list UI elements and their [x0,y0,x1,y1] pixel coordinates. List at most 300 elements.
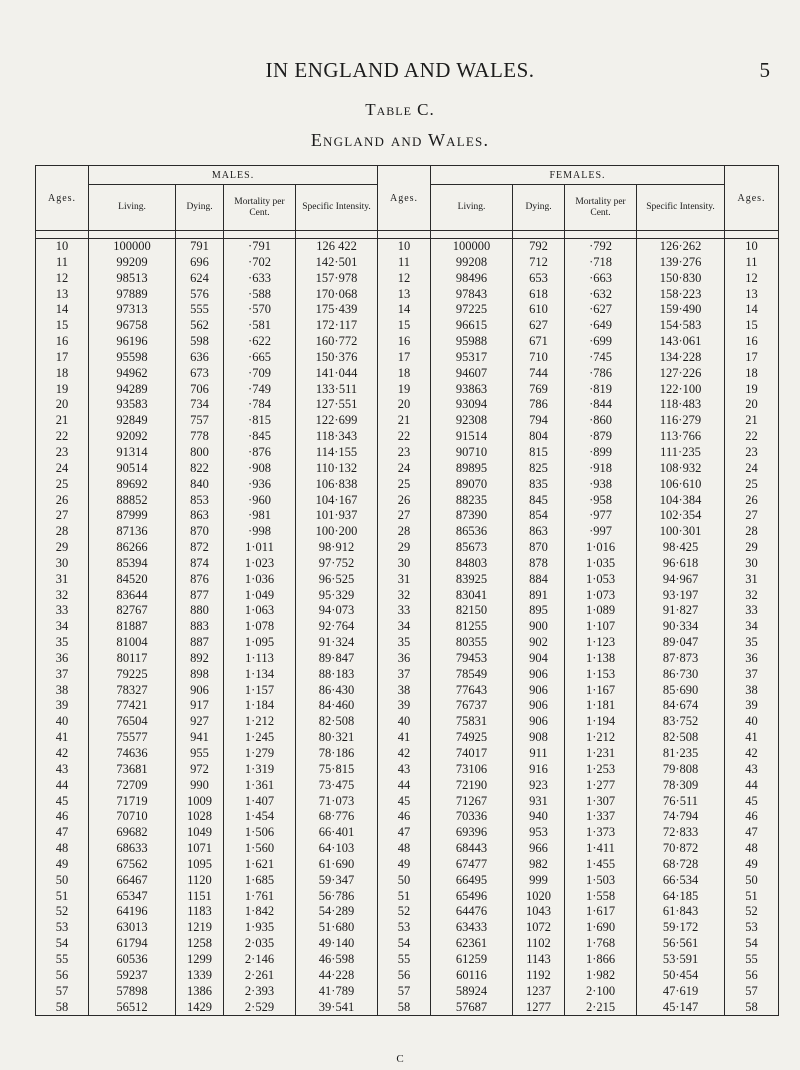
cell-f-mortality: 1·016 [565,540,637,556]
ages-header-males: Ages. [36,166,89,231]
cell-age-mid: 16 [378,334,431,350]
cell-m-mortality: ·665 [224,350,296,366]
cell-age-f: 29 [725,540,779,556]
cell-m-dying: 1339 [176,968,224,984]
cell-f-mortality: 1·107 [565,619,637,635]
cell-age-m: 47 [36,825,89,841]
cell-f-dying: 895 [513,603,565,619]
cell-f-dying: 878 [513,556,565,572]
cell-age-mid: 22 [378,429,431,445]
cell-m-specific: 49·140 [296,936,378,952]
cell-age-m: 22 [36,429,89,445]
cell-f-mortality: 1·982 [565,968,637,984]
cell-m-specific: 75·815 [296,762,378,778]
cell-age-mid: 41 [378,730,431,746]
cell-m-mortality: ·845 [224,429,296,445]
table-row [36,794,779,810]
cell-m-mortality: ·815 [224,413,296,429]
cell-f-dying: 786 [513,397,565,413]
table-row [36,445,779,461]
cell-age-mid: 10 [378,239,431,255]
cell-m-living: 92092 [89,429,176,445]
table-body [36,239,779,1016]
cell-m-dying: 883 [176,619,224,635]
cell-age-m: 44 [36,778,89,794]
cell-m-specific: 160·772 [296,334,378,350]
cell-f-mortality: 1·231 [565,746,637,762]
cell-f-specific: 70·872 [637,841,725,857]
cell-f-dying: 908 [513,730,565,746]
cell-f-specific: 143·061 [637,334,725,350]
cell-f-mortality: ·977 [565,508,637,524]
cell-f-specific: 72·833 [637,825,725,841]
cell-m-dying: 734 [176,397,224,413]
cell-age-f: 14 [725,302,779,318]
cell-m-living: 94289 [89,382,176,398]
cell-age-mid: 58 [378,1000,431,1016]
cell-f-living: 74925 [431,730,513,746]
cell-m-living: 60536 [89,952,176,968]
cell-f-dying: 804 [513,429,565,445]
cell-age-mid: 51 [378,889,431,905]
cell-age-f: 24 [725,461,779,477]
cell-m-specific: 127·551 [296,397,378,413]
cell-m-mortality: 1·935 [224,920,296,936]
cell-f-dying: 906 [513,698,565,714]
table-row [36,841,779,857]
table-row [36,857,779,873]
cell-m-dying: 1429 [176,1000,224,1016]
table-row [36,825,779,841]
cell-f-mortality: ·958 [565,493,637,509]
cell-m-dying: 1219 [176,920,224,936]
cell-m-dying: 906 [176,683,224,699]
cell-m-specific: 94·073 [296,603,378,619]
cell-f-dying: 891 [513,588,565,604]
cell-m-dying: 917 [176,698,224,714]
females-specific-header: Specific Intensity. [637,185,725,231]
cell-age-mid: 48 [378,841,431,857]
cell-f-mortality: 1·212 [565,730,637,746]
cell-m-mortality: ·709 [224,366,296,382]
cell-age-f: 46 [725,809,779,825]
header-spacer [637,231,725,239]
cell-age-mid: 12 [378,271,431,287]
cell-m-living: 98513 [89,271,176,287]
cell-age-mid: 39 [378,698,431,714]
cell-age-m: 41 [36,730,89,746]
cell-age-m: 28 [36,524,89,540]
cell-m-specific: 172·117 [296,318,378,334]
cell-f-specific: 47·619 [637,984,725,1000]
cell-f-mortality: ·938 [565,477,637,493]
cell-age-f: 32 [725,588,779,604]
cell-f-mortality: 1·167 [565,683,637,699]
cell-f-mortality: 1·373 [565,825,637,841]
cell-f-specific: 90·334 [637,619,725,635]
cell-age-mid: 23 [378,445,431,461]
cell-age-mid: 42 [378,746,431,762]
cell-age-m: 23 [36,445,89,461]
cell-age-m: 33 [36,603,89,619]
table-row [36,255,779,271]
cell-f-living: 66495 [431,873,513,889]
ages-header-middle: Ages. [378,166,431,231]
running-head-title: IN ENGLAND AND WALES. [265,58,535,82]
cell-age-m: 24 [36,461,89,477]
header-spacer [431,231,513,239]
cell-m-living: 56512 [89,1000,176,1016]
cell-age-m: 15 [36,318,89,334]
cell-m-specific: 56·786 [296,889,378,905]
cell-age-f: 10 [725,239,779,255]
cell-m-living: 81004 [89,635,176,651]
cell-m-specific: 78·186 [296,746,378,762]
cell-m-specific: 106·838 [296,477,378,493]
cell-age-mid: 19 [378,382,431,398]
cell-m-living: 87999 [89,508,176,524]
cell-f-specific: 93·197 [637,588,725,604]
cell-f-mortality: ·786 [565,366,637,382]
cell-f-living: 68443 [431,841,513,857]
cell-f-dying: 744 [513,366,565,382]
header-spacer [296,231,378,239]
cell-m-mortality: ·749 [224,382,296,398]
table-row [36,572,779,588]
cell-f-dying: 911 [513,746,565,762]
cell-m-specific: 46·598 [296,952,378,968]
cell-f-living: 85673 [431,540,513,556]
cell-f-mortality: 1·181 [565,698,637,714]
table-row [36,746,779,762]
cell-age-mid: 40 [378,714,431,730]
signature-mark: C [396,1053,404,1065]
cell-age-m: 25 [36,477,89,493]
table-subtitle: England and Wales. [310,130,490,150]
table-row [36,667,779,683]
cell-age-mid: 56 [378,968,431,984]
cell-f-specific: 113·766 [637,429,725,445]
cell-age-m: 46 [36,809,89,825]
cell-f-living: 83041 [431,588,513,604]
cell-m-living: 85394 [89,556,176,572]
cell-m-dying: 840 [176,477,224,493]
table-row [36,588,779,604]
cell-age-m: 56 [36,968,89,984]
cell-m-living: 80117 [89,651,176,667]
cell-m-mortality: ·702 [224,255,296,271]
cell-f-living: 69396 [431,825,513,841]
cell-m-dying: 863 [176,508,224,524]
cell-age-mid: 26 [378,493,431,509]
cell-m-living: 89692 [89,477,176,493]
cell-m-specific: 98·912 [296,540,378,556]
cell-m-mortality: 1·842 [224,904,296,920]
cell-m-dying: 800 [176,445,224,461]
cell-age-mid: 24 [378,461,431,477]
header-spacer [565,231,637,239]
cell-m-dying: 990 [176,778,224,794]
cell-m-dying: 887 [176,635,224,651]
cell-f-living: 57687 [431,1000,513,1016]
cell-f-living: 98496 [431,271,513,287]
cell-f-living: 74017 [431,746,513,762]
cell-f-living: 97225 [431,302,513,318]
cell-f-living: 84803 [431,556,513,572]
cell-age-m: 27 [36,508,89,524]
cell-age-f: 52 [725,904,779,920]
cell-age-mid: 31 [378,572,431,588]
cell-m-dying: 791 [176,239,224,255]
cell-f-mortality: 1·411 [565,841,637,857]
cell-age-mid: 46 [378,809,431,825]
cell-age-m: 36 [36,651,89,667]
cell-f-dying: 1102 [513,936,565,952]
cell-m-specific: 64·103 [296,841,378,857]
cell-age-m: 29 [36,540,89,556]
cell-age-mid: 20 [378,397,431,413]
cell-f-dying: 794 [513,413,565,429]
table-row [36,334,779,350]
cell-f-dying: 904 [513,651,565,667]
cell-f-mortality: ·879 [565,429,637,445]
cell-f-mortality: 1·866 [565,952,637,968]
cell-age-m: 50 [36,873,89,889]
cell-m-dying: 696 [176,255,224,271]
cell-m-dying: 1120 [176,873,224,889]
mortality-table [35,165,779,1016]
cell-f-mortality: 1·307 [565,794,637,810]
cell-m-dying: 877 [176,588,224,604]
cell-m-living: 71719 [89,794,176,810]
table-row [36,413,779,429]
cell-f-living: 95988 [431,334,513,350]
cell-m-living: 86266 [89,540,176,556]
header-spacer [176,231,224,239]
cell-m-dying: 892 [176,651,224,667]
cell-m-living: 87136 [89,524,176,540]
cell-f-living: 67477 [431,857,513,873]
cell-f-specific: 50·454 [637,968,725,984]
cell-f-specific: 127·226 [637,366,725,382]
table-row [36,302,779,318]
cell-m-dying: 1071 [176,841,224,857]
females-header: FEMALES. [431,166,725,185]
cell-m-mortality: ·581 [224,318,296,334]
cell-f-living: 80355 [431,635,513,651]
cell-f-dying: 999 [513,873,565,889]
cell-age-f: 40 [725,714,779,730]
cell-f-mortality: 1·123 [565,635,637,651]
header-spacer [224,231,296,239]
table-caption: Table C. [365,100,435,119]
cell-f-specific: 61·843 [637,904,725,920]
cell-age-mid: 35 [378,635,431,651]
cell-f-specific: 82·508 [637,730,725,746]
cell-m-living: 72709 [89,778,176,794]
cell-m-specific: 95·329 [296,588,378,604]
cell-f-mortality: ·860 [565,413,637,429]
males-mortality-header: Mortality per Cent. [224,185,296,231]
cell-m-mortality: ·960 [224,493,296,509]
cell-age-f: 15 [725,318,779,334]
males-dying-header: Dying. [176,185,224,231]
cell-age-f: 26 [725,493,779,509]
cell-m-living: 73681 [89,762,176,778]
cell-f-living: 90710 [431,445,513,461]
cell-f-specific: 100·301 [637,524,725,540]
cell-m-mortality: 1·095 [224,635,296,651]
cell-f-specific: 79·808 [637,762,725,778]
cell-m-dying: 870 [176,524,224,540]
cell-f-living: 100000 [431,239,513,255]
cell-f-dying: 854 [513,508,565,524]
cell-age-mid: 14 [378,302,431,318]
cell-age-mid: 57 [378,984,431,1000]
cell-m-living: 97889 [89,287,176,303]
cell-age-f: 57 [725,984,779,1000]
cell-f-living: 94607 [431,366,513,382]
cell-f-specific: 96·618 [637,556,725,572]
cell-m-specific: 91·324 [296,635,378,651]
cell-m-living: 95598 [89,350,176,366]
cell-f-mortality: ·899 [565,445,637,461]
cell-m-mortality: 1·036 [224,572,296,588]
cell-m-dying: 778 [176,429,224,445]
cell-f-dying: 916 [513,762,565,778]
cell-f-living: 88235 [431,493,513,509]
cell-age-mid: 13 [378,287,431,303]
cell-f-dying: 906 [513,667,565,683]
cell-f-dying: 870 [513,540,565,556]
table-row [36,318,779,334]
cell-f-specific: 111·235 [637,445,725,461]
table-row [36,904,779,920]
cell-f-dying: 1043 [513,904,565,920]
cell-m-mortality: 1·279 [224,746,296,762]
cell-m-dying: 1028 [176,809,224,825]
cell-m-specific: 39·541 [296,1000,378,1016]
cell-f-specific: 66·534 [637,873,725,889]
cell-f-dying: 1072 [513,920,565,936]
cell-f-living: 76737 [431,698,513,714]
cell-age-m: 11 [36,255,89,271]
cell-f-mortality: 1·073 [565,588,637,604]
cell-f-specific: 78·309 [637,778,725,794]
cell-f-mortality: 1·035 [565,556,637,572]
cell-age-m: 32 [36,588,89,604]
cell-m-mortality: 2·529 [224,1000,296,1016]
cell-m-living: 96758 [89,318,176,334]
cell-f-living: 93094 [431,397,513,413]
cell-f-dying: 815 [513,445,565,461]
cell-age-m: 13 [36,287,89,303]
header-spacer [513,231,565,239]
cell-age-mid: 38 [378,683,431,699]
cell-age-f: 20 [725,397,779,413]
cell-m-dying: 874 [176,556,224,572]
cell-m-specific: 150·376 [296,350,378,366]
cell-m-living: 77421 [89,698,176,714]
cell-m-specific: 86·430 [296,683,378,699]
cell-m-dying: 1095 [176,857,224,873]
cell-age-m: 21 [36,413,89,429]
cell-m-living: 92849 [89,413,176,429]
cell-f-dying: 712 [513,255,565,271]
cell-m-specific: 71·073 [296,794,378,810]
cell-m-living: 74636 [89,746,176,762]
header-spacer [36,231,89,239]
cell-f-dying: 1237 [513,984,565,1000]
cell-m-mortality: ·570 [224,302,296,318]
cell-f-dying: 825 [513,461,565,477]
cell-m-specific: 97·752 [296,556,378,572]
cell-m-living: 79225 [89,667,176,683]
cell-age-f: 37 [725,667,779,683]
cell-age-mid: 18 [378,366,431,382]
cell-f-dying: 953 [513,825,565,841]
table-row [36,429,779,445]
cell-f-mortality: 1·690 [565,920,637,936]
cell-age-m: 37 [36,667,89,683]
cell-m-mortality: 2·261 [224,968,296,984]
cell-age-mid: 53 [378,920,431,936]
cell-m-specific: 118·343 [296,429,378,445]
cell-age-f: 35 [725,635,779,651]
header-spacer [89,231,176,239]
cell-age-f: 25 [725,477,779,493]
cell-f-mortality: 1·089 [565,603,637,619]
cell-age-f: 44 [725,778,779,794]
table-row [36,350,779,366]
cell-m-mortality: ·784 [224,397,296,413]
page-number: 5 [759,58,770,82]
cell-m-mortality: ·981 [224,508,296,524]
cell-age-f: 28 [725,524,779,540]
cell-f-mortality: 1·153 [565,667,637,683]
cell-age-m: 10 [36,239,89,255]
cell-f-living: 86536 [431,524,513,540]
cell-age-mid: 54 [378,936,431,952]
cell-age-mid: 15 [378,318,431,334]
table-row [36,984,779,1000]
cell-m-living: 65347 [89,889,176,905]
cell-m-living: 68633 [89,841,176,857]
cell-m-dying: 636 [176,350,224,366]
cell-m-dying: 706 [176,382,224,398]
cell-f-mortality: 1·455 [565,857,637,873]
cell-m-dying: 872 [176,540,224,556]
cell-m-living: 61794 [89,936,176,952]
cell-m-specific: 96·525 [296,572,378,588]
cell-m-dying: 757 [176,413,224,429]
cell-m-living: 82767 [89,603,176,619]
cell-f-living: 78549 [431,667,513,683]
cell-m-specific: 126 422 [296,239,378,255]
cell-f-dying: 906 [513,714,565,730]
table-row [36,952,779,968]
cell-m-mortality: ·936 [224,477,296,493]
cell-age-m: 18 [36,366,89,382]
cell-m-mortality: 1·184 [224,698,296,714]
cell-age-f: 11 [725,255,779,271]
cell-f-living: 77643 [431,683,513,699]
cell-f-specific: 116·279 [637,413,725,429]
cell-age-f: 41 [725,730,779,746]
cell-age-f: 50 [725,873,779,889]
cell-f-specific: 81·235 [637,746,725,762]
cell-age-m: 14 [36,302,89,318]
